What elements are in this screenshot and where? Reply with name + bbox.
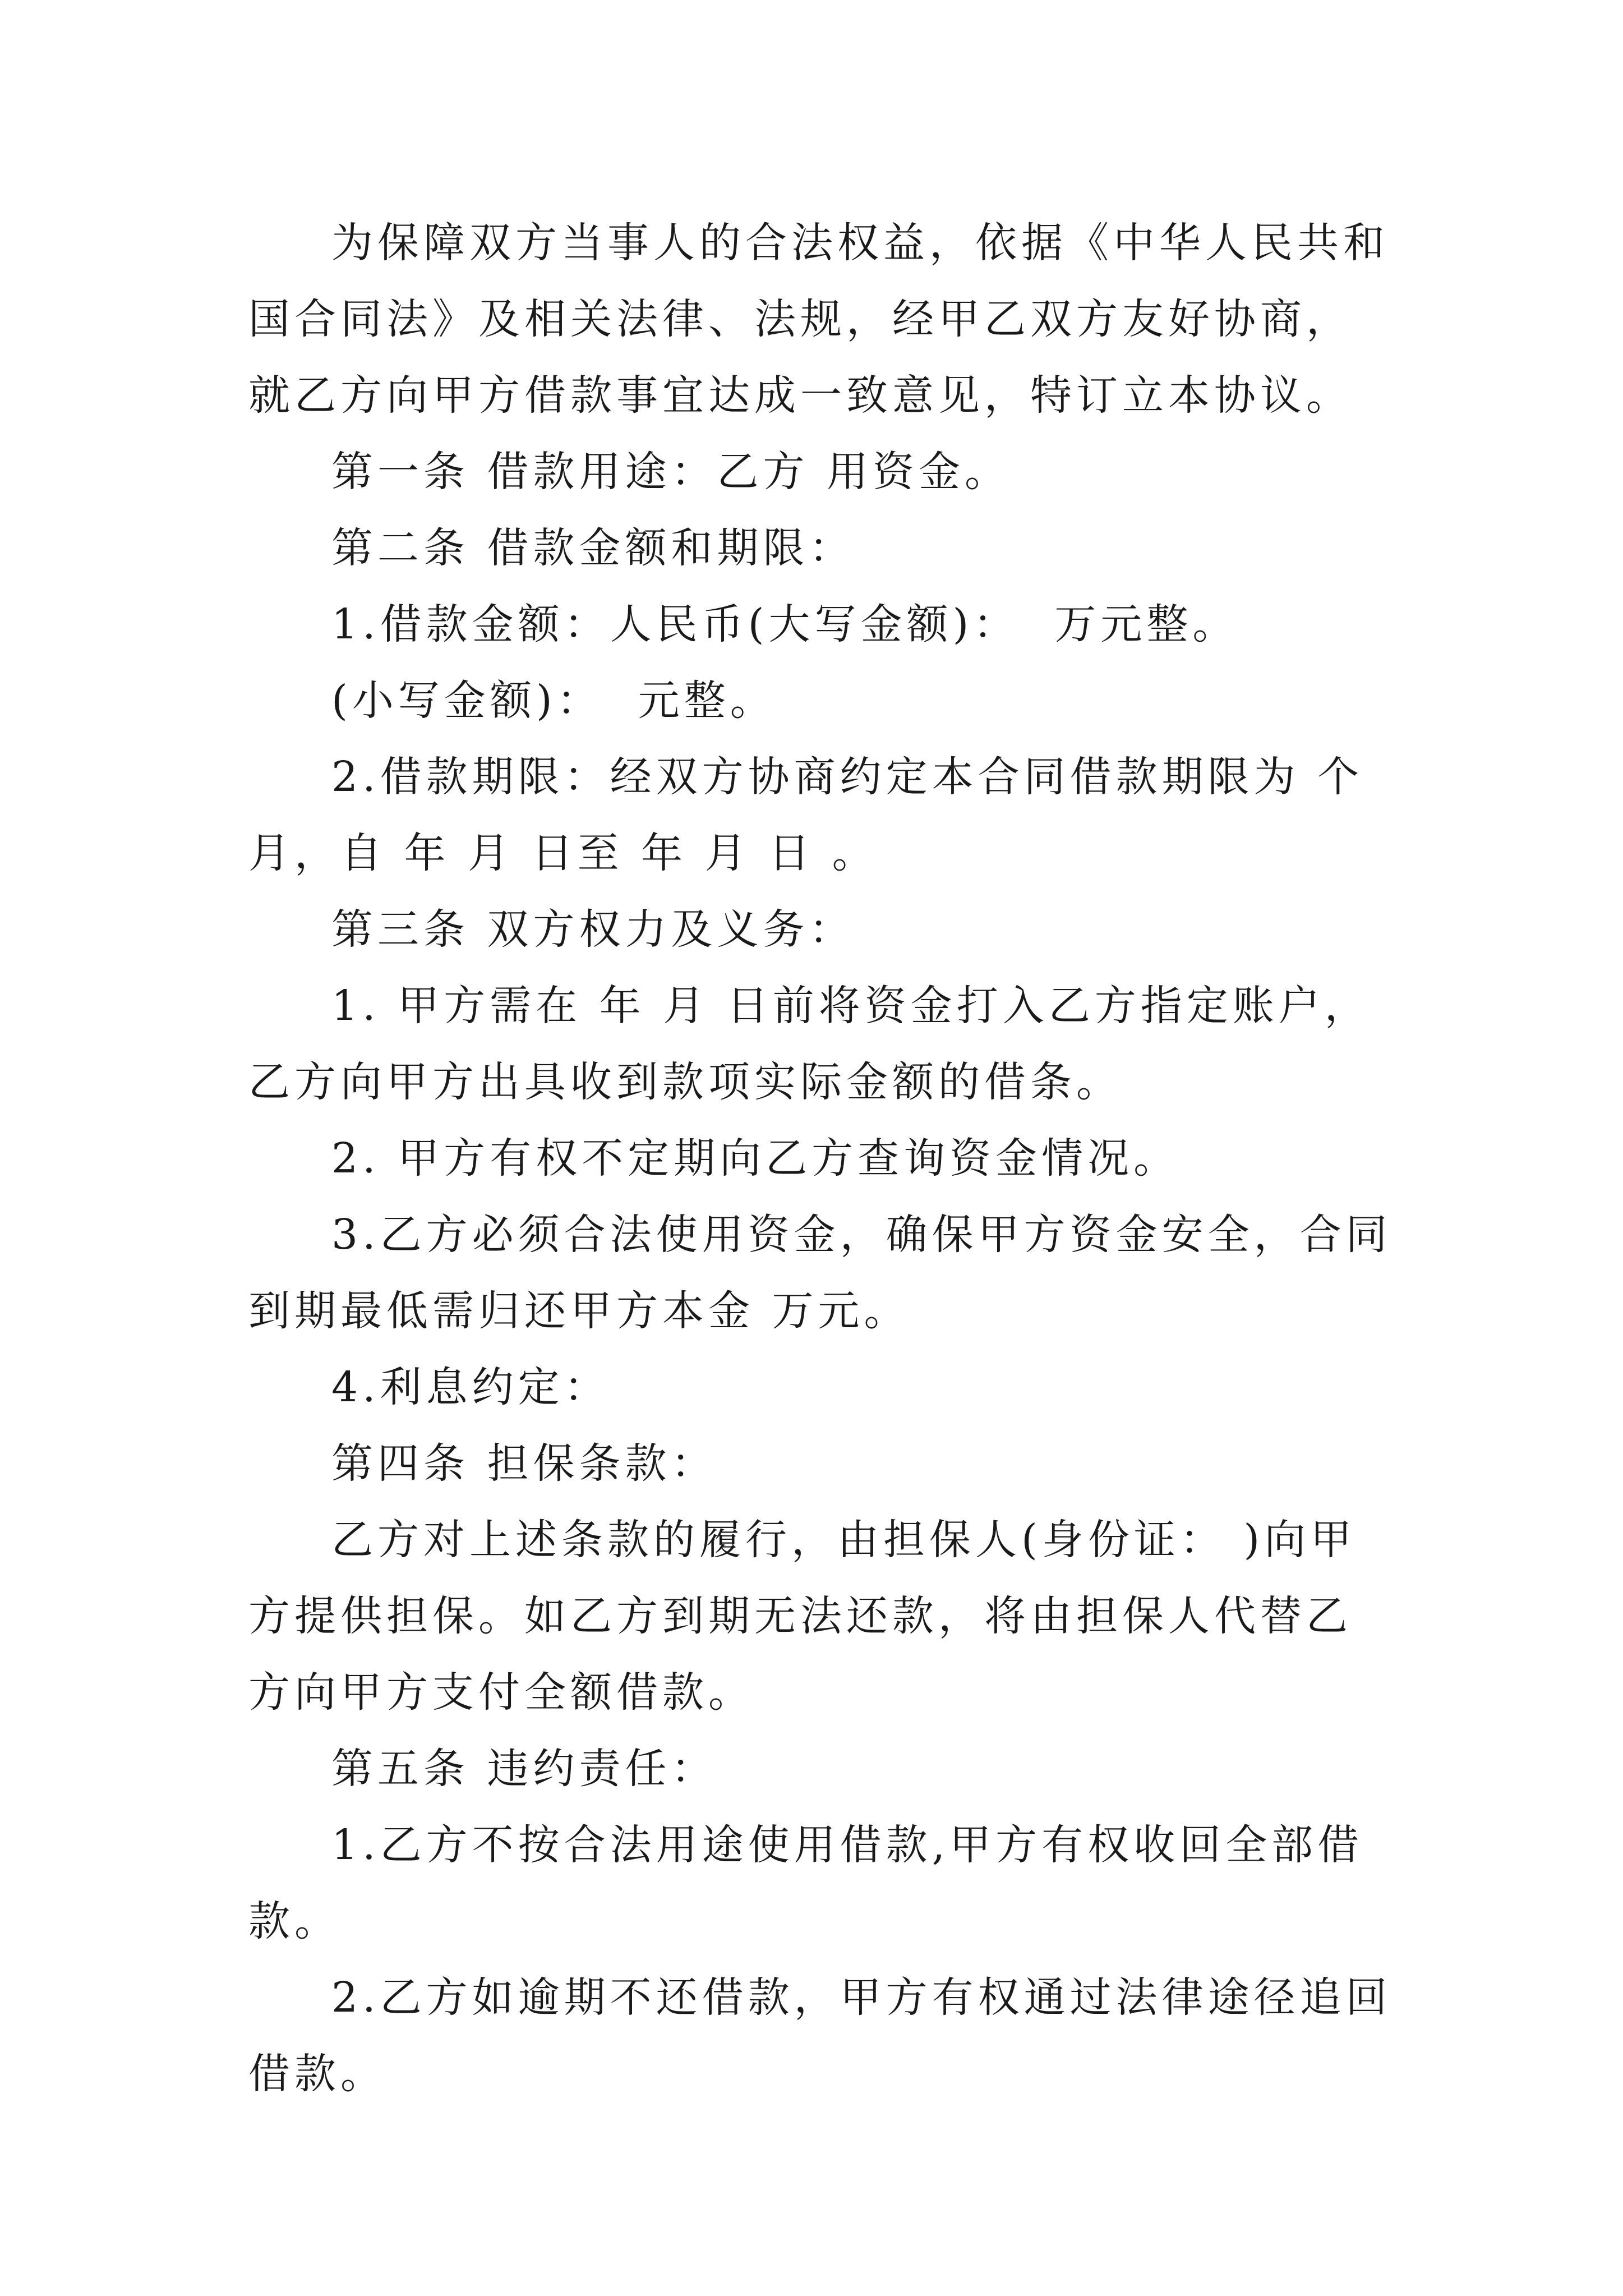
article-2-heading: 第二条 借款金额和期限： [331, 524, 855, 572]
article-1-heading: 第一条 借款用途：乙方 用资金。 [331, 448, 1011, 496]
article-5-item-2: 2.乙方如逾期不还借款，甲方有权通过法律途径追回借款。 [248, 1973, 1392, 2098]
article-4-body: 乙方对上述条款的履行，由担保人(身份证： )向甲方提供担保。如乙方到期无法还款，将由担保人代替乙方向甲方支付全额借款。 [248, 1516, 1357, 1717]
article-3-item-4: 4.利息约定： [331, 1363, 610, 1411]
article-5-item-1: 1.乙方不按合法用途使用借款,甲方有权收回全部借款。 [248, 1821, 1364, 1945]
preamble-paragraph: 为保障双方当事人的合法权益，依据《中华人民共和国合同法》及相关法律、法规，经甲乙双方友好协商，就乙方向甲方借款事宜达成一致意见，特订立本协议。 [248, 219, 1389, 420]
article-4-heading: 第四条 担保条款： [331, 1439, 717, 1488]
article-3-item-2: 2. 甲方有权不定期向乙方查询资金情况。 [331, 1134, 1180, 1182]
article-2-item-2: 2.借款期限：经双方协商约定本合同借款期限为 个月，自 年 月 日至 年 月 日 。 [248, 753, 1364, 877]
article-2-item-1: 1.借款金额：人民币(大写金额)： 万元整。 [331, 600, 1239, 648]
article-2-item-1-lowercase-amount: (小写金额)： 元整。 [331, 677, 776, 725]
document-body [248, 205, 1393, 2112]
article-3-item-3: 3.乙方必须合法使用资金，确保甲方资金安全，合同到期最低需归还甲方本金 万元。 [248, 1211, 1392, 1335]
article-3-item-1: 1. 甲方需在 年 月 日前将资金打入乙方指定账户，乙方向甲方出具收到款项实际金额的借条。 [248, 982, 1371, 1106]
article-5-heading: 第五条 违约责任： [331, 1745, 717, 1793]
article-3-heading: 第三条 双方权力及义务： [331, 905, 855, 954]
